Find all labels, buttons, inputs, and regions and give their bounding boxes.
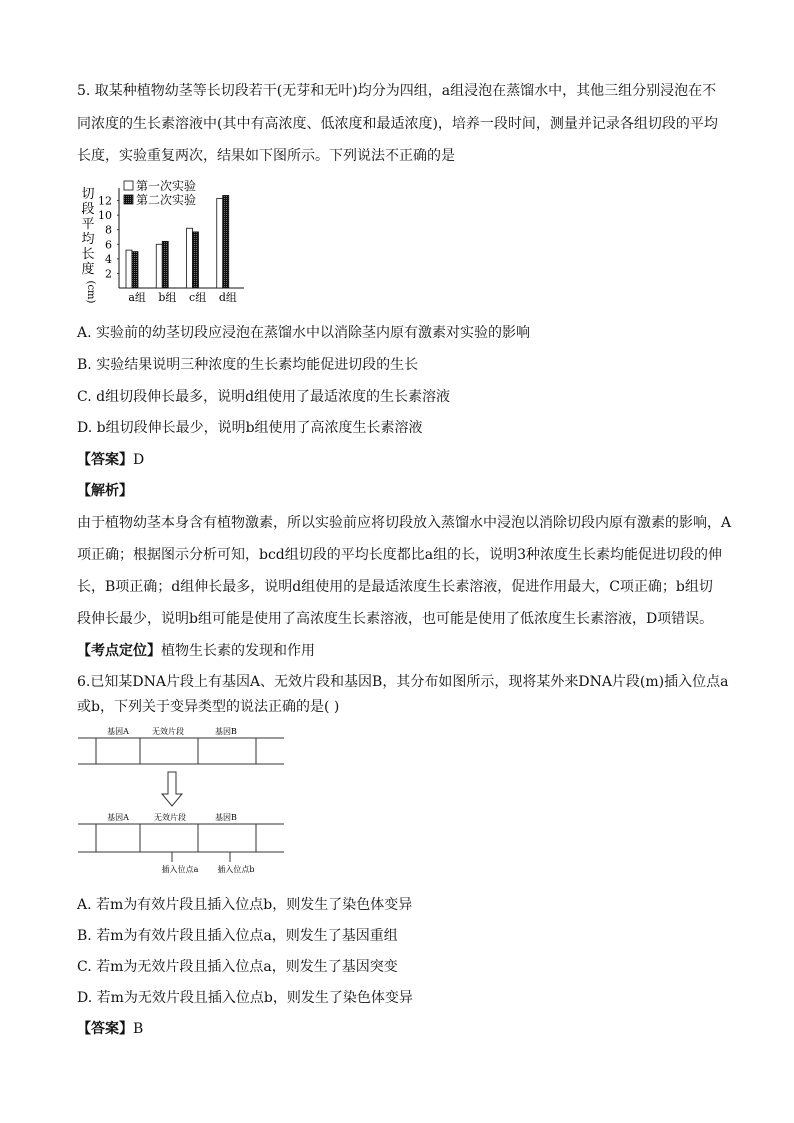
bottom-label-gene-b: 基因B [215,813,237,822]
y-tick-label: 12 [98,194,112,208]
q6-option-d: D. 若m为无效片段且插入位点b，则发生了染色体变异 [77,990,413,1006]
y-axis-label-char: 均 [81,232,95,247]
down-arrow-icon [162,772,182,806]
y-tick-label: 8 [105,223,112,237]
x-category-label: a组 [128,291,146,304]
y-axis-label [81,187,96,304]
y-axis-label-char: 平 [81,217,95,232]
legend-swatch [124,195,133,204]
q5-analysis-line-2: 项正确；根据图示分析可知，bcd组切段的平均长度都比a组的长，说明3种浓度生长素均能促进切段的伸 [77,547,723,563]
q5-kaodian-label: 【考点定位】 [77,643,161,659]
growth-bar-chart [76,178,256,308]
q5-option-a: A. 实验前的幼茎切段应浸泡在蒸馏水中以消除茎内原有激素对实验的影响 [77,325,531,341]
q5-answer [77,450,737,470]
top-label-gene-a: 基因A [107,727,129,736]
q5-answer-value: D [133,452,145,468]
q6-stem-line-2: 或b，下列关于变异类型的说法正确的是( ) [77,699,340,715]
q5-answer-label: 【答案】 [77,452,133,468]
dna-strip-original [78,726,284,764]
bar-first-2 [187,228,193,288]
q6-option-c: C. 若m为无效片段且插入位点a，则发生了基因突变 [77,959,398,975]
chart-bars [126,195,229,288]
x-category-labels [128,291,237,304]
bar-second-3 [223,195,229,288]
bar-first-3 [217,198,223,288]
y-tick-label: 6 [105,238,112,252]
x-category-label: b组 [158,291,177,304]
q5-stem-line-1: 5. 取某种植物幼茎等长切段若干(无芽和无叶)均分为四组，a组浸泡在蒸馏水中，其他三组分别浸泡在不 [77,83,717,99]
q5-option-d: D. b组切段伸长最少，说明b组使用了高浓度生长素溶液 [77,420,423,436]
q5-kaodian-value: 植物生长素的发现和作用 [161,643,315,659]
bar-second-1 [162,241,168,288]
bar-first-1 [156,244,162,288]
y-tick-label: 10 [98,209,112,223]
bar-second-2 [193,232,199,288]
y-axis-unit: (cm) [85,280,96,304]
bottom-label-gene-a: 基因A [107,813,129,822]
bar-first-0 [126,250,132,288]
q6-answer-label: 【答案】 [77,1021,133,1037]
y-axis-label-char: 长 [81,247,95,262]
chart-legend [124,178,196,207]
q5-analysis-label: 【解析】 [77,483,133,499]
q5-kaodian [77,641,737,661]
legend-label: 第二次实验 [136,193,197,207]
q6-option-b: B. 若m为有效片段且插入位点a，则发生了基因重组 [77,928,398,944]
q5-analysis-line-4: 段伸长最少，说明b组可能是使用了高浓度生长素溶液，也可能是使用了低浓度生长素溶液，D项错误。 [77,611,714,627]
q6-stem-line-1: 6.已知某DNA片段上有基因A、无效片段和基因B，其分布如图所示，现将某外来DNA片段(m)插入位点a [77,674,729,690]
q5-option-b: B. 实验结果说明三种浓度的生长素均能促进切段的生长 [77,357,419,373]
bottom-label-invalid-segment: 无效片段 [154,813,186,822]
q6-answer-value: B [133,1021,144,1037]
top-label-invalid-segment: 无效片段 [152,727,184,736]
q5-stem-line-3: 长度，实验重复两次，结果如下图所示。下列说法不正确的是 [77,148,455,164]
y-tick-label: 2 [105,267,112,281]
q6-option-a: A. 若m为有效片段且插入位点b，则发生了染色体变异 [77,897,413,913]
x-category-label: d组 [218,291,237,304]
x-category-label: c组 [189,291,207,304]
insertion-site-b-label: 插入位点b [217,865,255,874]
y-tick-label: 4 [105,252,112,266]
dna-strip-with-sites [78,812,284,874]
dna-insertion-diagram [76,726,286,882]
q5-stem-line-2: 同浓度的生长素溶液中(其中有高浓度、低浓度和最适浓度)，培养一段时间，测量并记录各组切段的平均 [77,116,718,132]
legend-label: 第一次实验 [136,179,197,193]
q5-option-c: C. d组切段伸长最多，说明d组使用了最适浓度的生长素溶液 [77,389,451,405]
q5-analysis-line-3: 长，B项正确；d组伸长最多，说明d组使用的是最适浓度生长素溶液，促进作用最大，C项正确；b组切 [77,579,713,595]
q5-analysis-line-1: 由于植物幼茎本身含有植物激素，所以实验前应将切段放入蒸馏水中浸泡以消除切段内原有激素的影响，A [77,515,732,531]
top-label-gene-b: 基因B [215,727,237,736]
legend-swatch [124,181,133,190]
bar-second-0 [132,252,138,288]
y-axis-label-char: 段 [81,202,95,217]
y-axis-label-char: 切 [81,187,95,202]
y-tick-labels [98,195,119,281]
insertion-site-a-label: 插入位点a [161,865,199,874]
q6-answer [77,1019,737,1039]
y-axis-label-char: 度 [81,262,95,277]
